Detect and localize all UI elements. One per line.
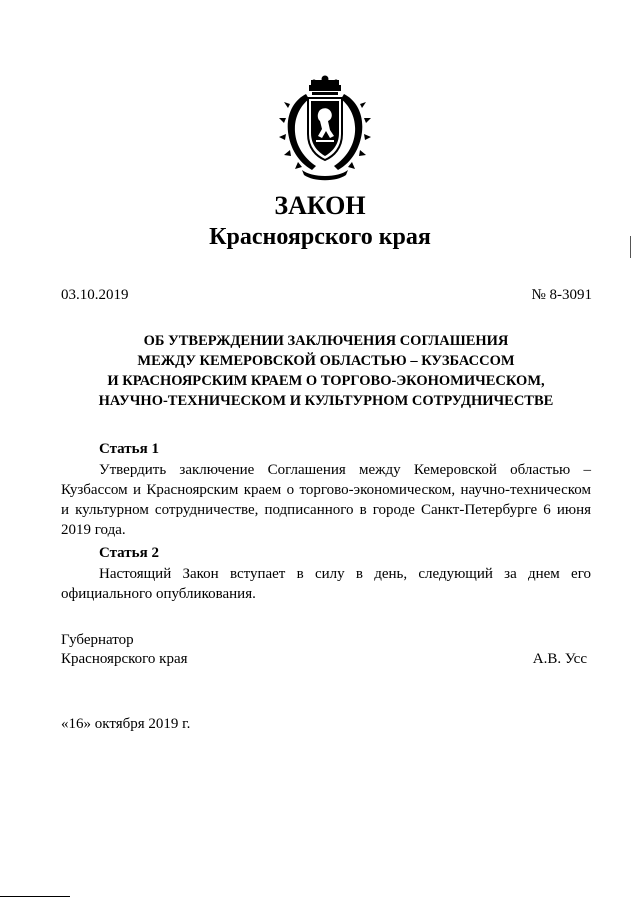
- signer-name: А.В. Усс: [532, 651, 587, 667]
- footer-divider: [0, 896, 70, 897]
- heading-line: И КРАСНОЯРСКИМ КРАЕМ О ТОРГОВО-ЭКОНОМИЧЕСКОМ,: [107, 373, 545, 389]
- text-line: Утвердить заключение Соглашения между Кемеровской областью –: [99, 462, 591, 478]
- document-number: № 8-3091: [531, 287, 592, 303]
- signer-position-line2: Красноярского края: [61, 651, 188, 667]
- text-line: Кузбассом и Красноярским краем о торгово-экономическом, научно-техническом: [61, 482, 591, 498]
- article-2-title: Статья 2: [99, 545, 159, 561]
- scan-edge-mark: [630, 236, 631, 258]
- article-1-title: Статья 1: [99, 441, 159, 457]
- text-line: Настоящий Закон вступает в силу в день, следующий за днем его: [99, 566, 591, 582]
- signer-position-line1: Губернатор: [61, 632, 134, 648]
- coat-of-arms-emblem: [276, 74, 374, 182]
- heading-line: НАУЧНО-ТЕХНИЧЕСКОМ И КУЛЬТУРНОМ СОТРУДНИЧЕСТВЕ: [98, 393, 554, 409]
- article-2-text: [61, 564, 591, 604]
- signed-date: «16» октября 2019 г.: [61, 716, 191, 732]
- document-region-title: Красноярского края: [209, 224, 431, 250]
- heading-line: МЕЖДУ КЕМЕРОВСКОЙ ОБЛАСТЬЮ – КУЗБАССОМ: [137, 353, 515, 369]
- document-date: 03.10.2019: [61, 287, 129, 303]
- text-line: официального опубликования.: [61, 586, 256, 602]
- heading-line: ОБ УТВЕРЖДЕНИИ ЗАКЛЮЧЕНИЯ СОГЛАШЕНИЯ: [143, 333, 509, 349]
- document-type-title: ЗАКОН: [274, 191, 366, 220]
- text-line: 2019 года.: [61, 522, 126, 538]
- law-heading: [60, 331, 592, 411]
- text-line: и культурном сотрудничестве, подписанного в городе Санкт-Петербурге 6 июня: [61, 502, 591, 518]
- article-1-text: [61, 460, 591, 540]
